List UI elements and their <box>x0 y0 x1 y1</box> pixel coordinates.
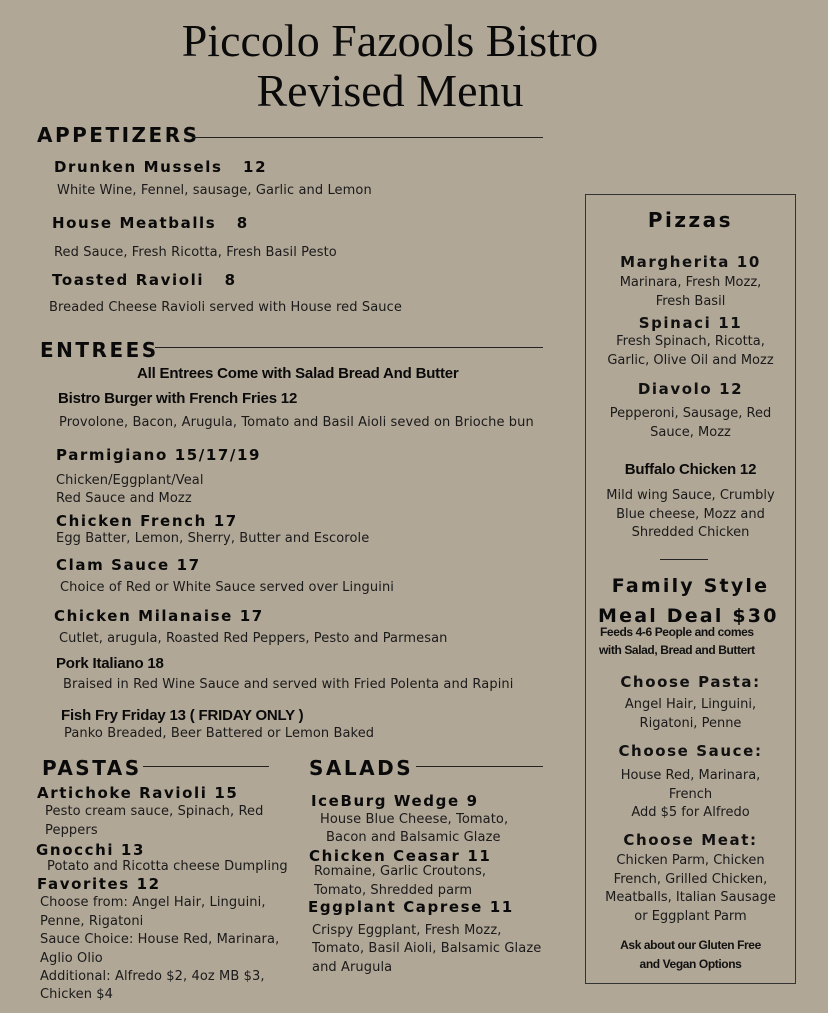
choose-sauce-heading: Choose Sauce: <box>618 742 763 760</box>
salad-name: Eggplant Caprese 11 <box>308 898 514 916</box>
salad-desc: Romaine, Garlic Croutons, <box>314 864 487 879</box>
pizza-desc: Marinara, Fresh Mozz, Fresh Basil <box>619 275 762 309</box>
pizza-name: Spinaci 11 <box>638 314 743 332</box>
appetizer-name: House Meatballs 8 <box>52 214 249 232</box>
feeds-line: Feeds 4-6 People and comes <box>600 625 754 639</box>
entrees-note: All Entrees Come with Salad Bread And Butter <box>137 365 459 382</box>
pasta-options: Angel Hair, Linguini, Rigatoni, Penne <box>624 697 757 731</box>
pasta-desc: Sauce Choice: House Red, Marinara, <box>40 932 280 947</box>
salad-desc: Tomato, Shredded parm <box>314 883 473 898</box>
pasta-desc: Chicken $4 <box>40 987 114 1002</box>
entree-name: Clam Sauce 17 <box>56 556 201 574</box>
entree-desc: Red Sauce and Mozz <box>56 491 192 506</box>
entree-name: Chicken French 17 <box>56 512 238 530</box>
entree-name: Parmigiano 15/17/19 <box>56 446 262 464</box>
entree-desc: Cutlet, arugula, Roasted Red Peppers, Pesto and Parmesan <box>59 631 448 646</box>
salad-desc: Tomato, Basil Aioli, Balsamic Glaze <box>312 941 542 956</box>
salad-desc: Bacon and Balsamic Glaze <box>326 830 501 845</box>
salad-name: IceBurg Wedge 9 <box>311 792 479 810</box>
salad-name: Chicken Ceasar 11 <box>309 847 492 865</box>
pasta-desc: Aglio Olio <box>40 951 103 966</box>
appetizer-desc: Breaded Cheese Ravioli served with House red Sauce <box>49 300 402 315</box>
choose-meat-heading: Choose Meat: <box>623 831 758 849</box>
salads-rule <box>416 766 543 767</box>
pastas-rule <box>143 766 269 767</box>
menu-title-line2: Revised Menu <box>256 65 524 116</box>
appetizers-heading: APPETIZERS <box>37 123 200 147</box>
family-style-heading: Family Style <box>611 575 770 597</box>
pasta-name: Artichoke Ravioli 15 <box>37 784 239 802</box>
pizza-name: Buffalo Chicken 12 <box>624 461 757 478</box>
pizza-desc: Mild wing Sauce, Crumbly Blue cheese, Mozz and Shredded Chicken <box>606 488 775 540</box>
appetizer-desc: White Wine, Fennel, sausage, Garlic and Lemon <box>57 183 372 198</box>
sidebar-divider <box>660 559 708 560</box>
entree-name: Fish Fry Friday 13 ( FRIDAY ONLY ) <box>61 707 304 724</box>
entree-name: Bistro Burger with French Fries 12 <box>58 390 298 407</box>
pizza-desc: Pepperoni, Sausage, Red Sauce, Mozz <box>609 406 772 440</box>
entree-name: Pork Italiano 18 <box>56 655 164 672</box>
pasta-desc: Potato and Ricotta cheese Dumpling <box>47 859 288 874</box>
meal-deal-heading: Meal Deal $30 <box>598 605 779 627</box>
pizza-desc: Fresh Spinach, Ricotta, Garlic, Olive Oil and Mozz <box>607 334 774 368</box>
pasta-desc: Penne, Rigatoni <box>40 914 144 929</box>
appetizer-name: Toasted Ravioli 8 <box>52 271 237 289</box>
entrees-heading: ENTREES <box>40 338 159 362</box>
gluten-free-note: Ask about our Gluten Free and Vegan Options <box>620 938 761 971</box>
pasta-desc: Additional: Alfredo $2, 4oz MB $3, <box>40 969 265 984</box>
entree-name: Chicken Milanaise 17 <box>54 607 264 625</box>
sauce-options: House Red, Marinara, French Add $5 for Alfredo <box>620 768 761 820</box>
pizza-name: Diavolo 12 <box>637 380 744 398</box>
salad-desc: House Blue Cheese, Tomato, <box>320 812 509 827</box>
entree-desc: Chicken/Eggplant/Veal <box>56 473 204 488</box>
pizza-name: Margherita 10 <box>620 253 761 271</box>
salad-desc: and Arugula <box>312 960 393 975</box>
pasta-name: Gnocchi 13 <box>36 841 145 859</box>
entree-desc: Braised in Red Wine Sauce and served with Fried Polenta and Rapini <box>63 677 514 692</box>
appetizer-desc: Red Sauce, Fresh Ricotta, Fresh Basil Pesto <box>54 245 337 260</box>
salads-heading: SALADS <box>309 756 414 780</box>
pizzas-heading: Pizzas <box>647 208 734 232</box>
appetizer-name: Drunken Mussels 12 <box>54 158 268 176</box>
entree-desc: Provolone, Bacon, Arugula, Tomato and Basil Aioli seved on Brioche bun <box>59 415 534 430</box>
pasta-desc: Peppers <box>45 823 98 838</box>
menu-title-line1: Piccolo Fazools Bistro <box>181 15 599 66</box>
pastas-heading: PASTAS <box>42 756 142 780</box>
appetizers-rule <box>192 137 543 138</box>
pasta-desc: Pesto cream sauce, Spinach, Red <box>45 804 264 819</box>
pasta-name: Favorites 12 <box>37 875 161 893</box>
entree-desc: Egg Batter, Lemon, Sherry, Butter and Escorole <box>56 531 370 546</box>
feeds-line: with Salad, Bread and Buttert <box>599 643 755 657</box>
salad-desc: Crispy Eggplant, Fresh Mozz, <box>312 923 502 938</box>
pasta-desc: Choose from: Angel Hair, Linguini, <box>40 895 266 910</box>
choose-pasta-heading: Choose Pasta: <box>620 673 761 691</box>
entree-desc: Panko Breaded, Beer Battered or Lemon Baked <box>64 726 375 741</box>
entree-desc: Choice of Red or White Sauce served over Linguini <box>60 580 395 595</box>
entrees-rule <box>155 347 543 348</box>
meat-options: Chicken Parm, Chicken French, Grilled Chicken, Meatballs, Italian Sausage or Eggplant Parm <box>605 853 776 924</box>
